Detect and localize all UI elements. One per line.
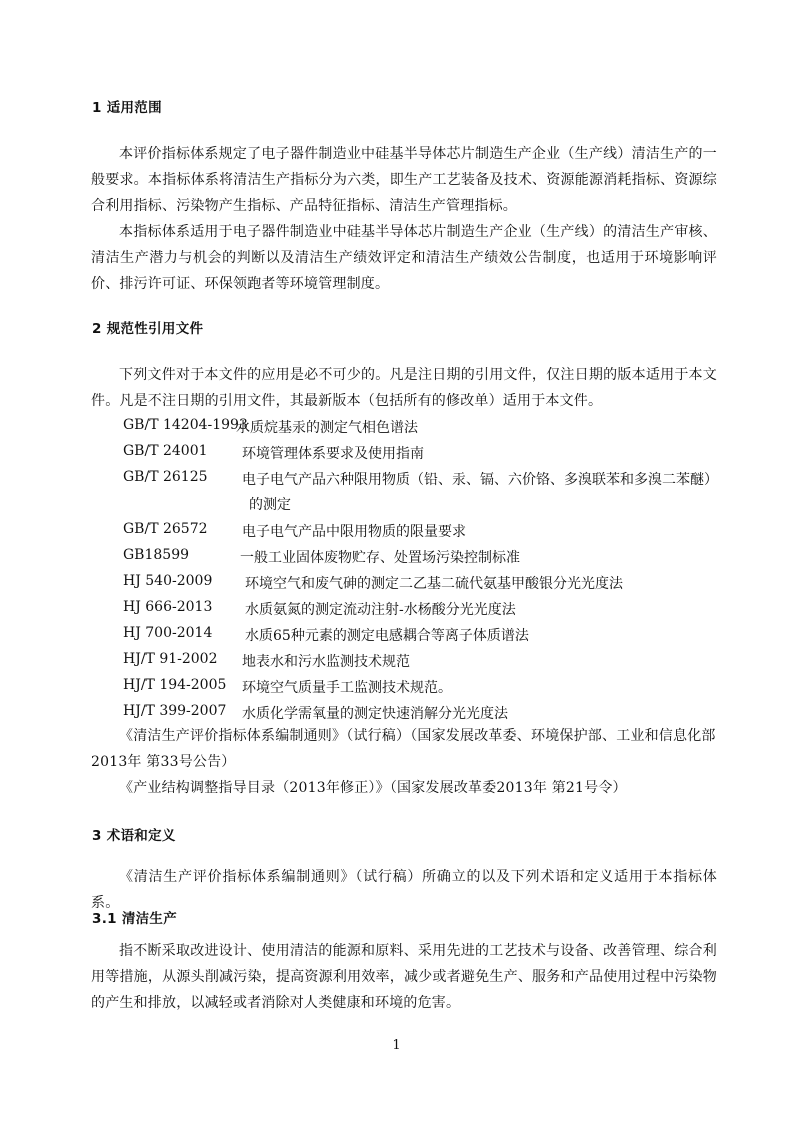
reference-code: HJ 540-2009 bbox=[123, 573, 213, 589]
reference-title: 地表水和污水监测技术规范 bbox=[242, 654, 410, 670]
reference-code: HJ/T 194-2005 bbox=[123, 677, 227, 693]
section-1-heading: 1 适用范围 bbox=[92, 100, 162, 116]
page-number: 1 bbox=[392, 1038, 401, 1053]
section-3-intro: 《清洁生产评价指标体系编制通则》（试行稿）所确立的以及下列术语和定义适用于本指标体系。 bbox=[91, 869, 717, 911]
reference-title-continuation: 的测定 bbox=[249, 497, 291, 513]
reference-title: 电子电气产品六种限用物质（铅、汞、镉、六价铬、多溴联苯和多溴二苯醚） bbox=[242, 472, 718, 488]
reference-code: GB18599 bbox=[123, 547, 190, 563]
reference-title: 水质65种元素的测定电感耦合等离子体质谱法 bbox=[245, 628, 529, 644]
section-1-paragraph-2: 本指标体系适用于电子器件制造业中硅基半导体芯片制造生产企业（生产线）的清洁生产审核、清洁生产潜力与机会的判断以及清洁生产绩效评定和清洁生产绩效公告制度，也适用于环境影响评价、排污许可证、环保领跑者等环境管理制度。 bbox=[91, 224, 717, 292]
section-1-paragraph-1: 本评价指标体系规定了电子器件制造业中硅基半导体芯片制造生产企业（生产线）清洁生产的一般要求。本指标体系将清洁生产指标分为六类，即生产工艺装备及技术、资源能源消耗指标、资源综合利用指标、污染物产生指标、产品特征指标、清洁生产管理指标。 bbox=[91, 146, 717, 214]
reference-title: 水质烷基汞的测定气相色谱法 bbox=[236, 420, 418, 436]
reference-title: 一般工业固体废物贮存、处置场污染控制标准 bbox=[240, 550, 520, 566]
reference-code: GB/T 26572 bbox=[123, 521, 208, 537]
section-3-1-definition: 指不断采取改进设计、使用清洁的能源和原料、采用先进的工艺技术与设备、改善管理、综合利用等措施，从源头削减污染，提高资源利用效率，减少或者避免生产、服务和产品使用过程中污染物的产生和排放，以减轻或者消除对人类健康和环境的危害。 bbox=[91, 943, 717, 1011]
citation-industrial-catalog: 《产业结构调整指导目录（2013年修正）》（国家发展改革委2013年 第21号令） bbox=[119, 780, 627, 796]
reference-title: 环境空气质量手工监测技术规范。 bbox=[242, 680, 452, 696]
citation-guideline: 《清洁生产评价指标体系编制通则》（试行稿）（国家发展改革委、环境保护部、工业和信息化部2013年 第33号公告） bbox=[91, 728, 716, 770]
reference-title: 环境管理体系要求及使用指南 bbox=[242, 446, 424, 462]
reference-title: 电子电气产品中限用物质的限量要求 bbox=[242, 524, 466, 540]
reference-code: HJ 666-2013 bbox=[123, 599, 213, 615]
reference-title: 水质氨氮的测定流动注射-水杨酸分光光度法 bbox=[245, 602, 516, 618]
reference-code: HJ/T 91-2002 bbox=[123, 651, 218, 667]
reference-code: GB/T 24001 bbox=[123, 443, 208, 459]
reference-title: 环境空气和废气砷的测定二乙基二硫代氨基甲酸银分光光度法 bbox=[245, 576, 623, 592]
section-2-heading: 2 规范性引用文件 bbox=[92, 321, 204, 337]
reference-code: HJ/T 399-2007 bbox=[123, 703, 227, 719]
reference-code: GB/T 14204-1993 bbox=[123, 417, 248, 433]
reference-title: 水质化学需氧量的测定快速消解分光光度法 bbox=[242, 706, 508, 722]
reference-code: GB/T 26125 bbox=[123, 469, 208, 485]
section-2-intro: 下列文件对于本文件的应用是必不可少的。凡是注日期的引用文件，仅注日期的版本适用于本文件。凡是不注日期的引用文件，其最新版本（包括所有的修改单）适用于本文件。 bbox=[91, 367, 717, 409]
section-3-heading: 3 术语和定义 bbox=[92, 828, 176, 844]
reference-code: HJ 700-2014 bbox=[123, 625, 213, 641]
section-3-1-heading: 3.1 清洁生产 bbox=[92, 911, 178, 927]
